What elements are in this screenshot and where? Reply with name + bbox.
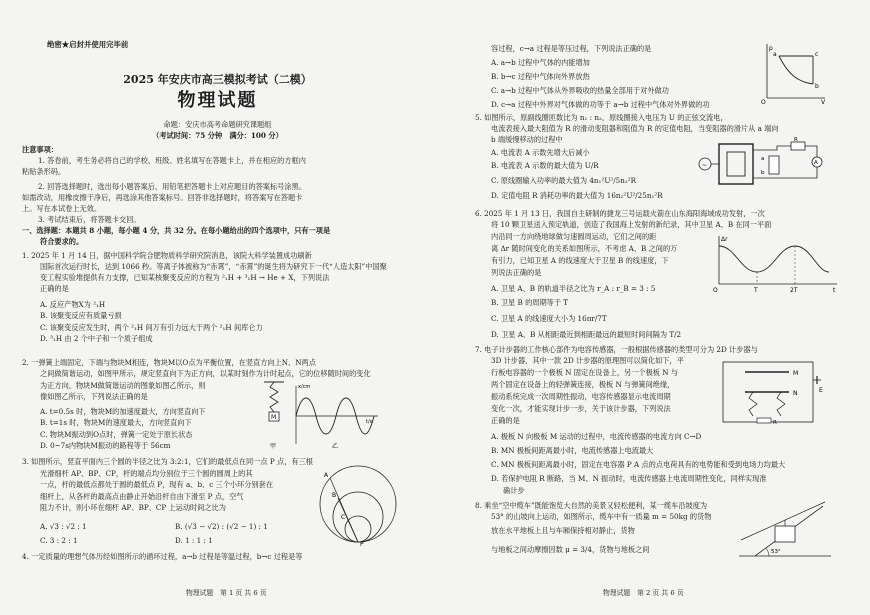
distance-time-graph [711,232,841,294]
q8-line: 放在水平地板上且与车厢保持相对静止，货物 [491,526,635,535]
q5-option-c: C. 原线圈输入功率的最大值为 4n₁²U²/5n₂²R [491,176,637,185]
pv-diagram [761,42,829,104]
q7-option-c: C. MN 极板间距离最小时，固定在电容器 P A 点的点电荷具有的电势能和受到电场力均最大 [491,460,786,469]
q8-line: 53° 的山坡向上运动，如图所示，缆车中有一质量 m = 50kg 的货物 [491,512,712,521]
q6-line: 有引力，已知卫星 A 的线速度大于卫星 B 的线速度，下 [491,256,669,265]
x-unit: t/s [366,419,373,425]
tick-2t: 2T [790,287,798,294]
q8-line: 与地板之间动摩擦因数 μ = 3/4，货物与地板之间 [491,545,650,554]
state-b-label: b [815,83,819,90]
q5-line: 电流表接入最大阻值为 R 的滑动变阻器和阻值为 R 的定值电阻，当变阻器的滑片从 a 端向 [491,124,779,133]
q6-option-a: A. 卫星 A、B 的轨道半径之比为 r_A : r_B = 3 : 5 [491,284,656,293]
section-heading-cont: 符合要求的。 [40,237,84,246]
q6-option-d: D. 卫星 A、B 从相距最近到相距最远的最短时间间隔为 T/2 [491,330,682,339]
note-line: 3. 考试结束后，将答题卡交回。 [38,215,141,224]
q4-line: 容过程，c→a 过程是等压过程，下列说法正确的是 [491,44,652,53]
resistor-r-label: R [773,420,777,424]
origin-label: O [761,99,766,104]
q6-option-b: B. 卫星 B 的周期等于 T [491,298,569,307]
three-circles-figure [318,462,398,546]
q1-option-a: A. 反应产物X为 ²₁H [40,300,106,309]
mass-label: M [271,414,277,421]
q7-line: 行板电容器的一个极板 N 固定在设备上，另一个极板 N 与 [491,368,679,377]
exam-title: 2025 年安庆市高三模拟考试（二模） [123,73,312,86]
slider-end-b: b [761,170,765,176]
y-unit: x/cm [298,384,311,390]
resistor-r-label: R [794,137,798,143]
q7-option-b: B. MN 极板间距离最小时，电流传感器上电流最大 [491,446,654,455]
q5-line: 5. 如图所示，原副线圈匝数比为 n₁ : n₂，原线圈接入电压为 U 的正弦交流电， [475,113,728,122]
q5-option-d: D. 定值电阻 R 消耗功率的最大值为 16n₂²U²/25n₁²R [491,191,663,200]
tick-t: T [754,287,758,294]
v-axis-label: V [821,99,826,104]
capacitor-pedometer-figure [717,358,827,424]
x-axis-label: t [833,287,836,294]
q7-line: 7. 电子计步器的工作核心部件为电容传感器，一般根据传感器的类型可分为 2D 计步器与 [475,345,758,354]
q7-line: 3D 计步器，其中一款 2D 计步器的原理图可以简化如下，平 [491,356,684,365]
q7-option-d-cont: 确计步 [503,486,525,495]
ac-source-symbol: ~ [702,162,708,169]
q1-option-b: B. 该聚变反应有质量亏损 [40,311,122,320]
subject-title: 物理试题 [177,90,258,111]
page-footer-left: 物理试题 第 1 页 共 6 页 [186,589,267,597]
q2-line: 像如图乙所示，下列说法正确的是 [40,392,148,401]
q5-line: b 端缓慢移动的过程中 [491,135,563,144]
note-line: 如需改动，用橡皮擦干净后，再选涂其他答案标号。回答非选择题时，将答案写在答题卡 [22,193,303,202]
q3-line: 光滑细杆 AP、BP、CP，杆的端点均分别位于三个圆的圆周上的其 [40,469,253,478]
q1-option-c: C. 该聚变反应发生时，两个 ²₁H 间万有引力远大于两个 ²₁H 间库仑力 [40,323,263,332]
q7-option-d: D. 若保护电阻 R 断路，当 M、N 振动时，电流传感器上电流周期性变化，同样实现准 [491,474,767,483]
point-c-label: C [341,514,346,521]
q2-option-c: C. 物块M振动到O点时，弹簧一定处于原长状态 [40,430,193,439]
q3-line: 一点，杆的最低点都处于圆的最低点 P，现有 a、b、c 三个小环分别套在 [40,480,274,489]
q5-option-a: A. 电流表 A 示数先增大后减小 [491,148,590,157]
q4-line: 4. 一定质量的理想气体历经如图所示的循环过程，a→b 过程是等温过程，b→c 过程是等 [22,552,303,561]
q2-line: 为正方向，物块M做简谐运动的图象如图乙所示，则 [40,381,206,390]
q7-line: 两个固定在设备上的轻弹簧连接，极板 N 与弹簧间绝缘， [491,380,675,389]
slider-end-a: a [761,156,765,162]
q1-option-d: D. ³₁H 由 2 个中子和一个质子组成 [40,334,153,343]
q3-option-c: C. 3 : 2 : 1 [40,536,78,545]
angle-label: 53° [771,549,781,555]
q2-option-a: A. t=0.5s 时，物块M的加速度最大，方向竖直向下 [40,407,206,416]
timing-line: （考试时间：75 分钟 满分：100 分） [152,131,283,140]
notes-title: 注意事项： [22,145,58,154]
state-a-label: a [773,51,777,58]
plate-n-label: N [793,390,798,397]
q4-option-a: A. a→b 过程中气体的内能增加 [491,58,590,67]
point-b-label: B [332,492,337,499]
q4-option-c: C. a→b 过程中气体从外界吸收的热量全部用于对外做功 [491,86,669,95]
q7-line: 变化一次，才能实现计步一步，关于该计步器，下列说法 [491,404,671,413]
caption-a: 甲 [270,443,277,450]
plate-m-label: M [793,370,799,377]
p-axis-label: p [769,45,773,52]
caption-b: 乙 [332,443,339,450]
origin-label: O [713,287,718,294]
q2-line: 2. 一弹簧上端固定，下端与物块M相连，物块M以O点为平衡位置，在竖直方向上N、N两点 [22,358,316,367]
spring-oscillation-figure [262,378,382,452]
q3-line: 细杆上，从各杆的最高点由静止开始沿杆自由下滑至 P 点，空气 [40,492,244,501]
q8-line: 8. 乘坐“空中缆车”既能饱览大自然的美景又轻松便利，某一缆车沿坡度为 [475,501,708,510]
note-line: 上。写在本试卷上无效。 [22,204,102,213]
cable-car-figure [735,500,835,560]
page-right [435,0,870,615]
battery-e-label: E [819,387,823,394]
state-c-label: c [815,51,819,58]
q1-line: 正确的是 [40,284,69,293]
q1-line: 国际首次运行时长，达到 1066 秒。等离子体被称为“赤霄”，“赤霄”的诞生将为研究下一代“人造太阳”中国聚 [40,262,387,271]
q3-option-b: B. (√3 − √2) : (√2 − 1) : 1 [175,522,268,531]
section-heading: 一、选择题：本题共 8 小题，每小题 4 分，共 32 分。在每小题给出的四个选项中，只有一项是 [22,226,331,235]
ammeter-label: A [814,160,818,166]
q3-line: 阻力不计，则小环在细杆 AP、BP、CP 上运动时间之比为 [40,503,226,512]
q2-option-d: D. 0~7s内物块M振动的路程等于 56cm [40,441,171,450]
q6-line: 离 Δr 随时间变化的关系如图所示，不考虑 A、B 之间的万 [491,244,678,253]
q6-option-c: C. 卫星 A 的线速度大小为 16πr/7T [491,314,607,323]
q1-line: 变工程实验堆提供有力支撑，已知某核聚变反应的方程为 ²₁H + ³₁H → He + X，下列说法 [40,273,330,282]
note-line: 粘贴条形码。 [22,167,66,176]
q2-line: 之间做简谐运动，如图甲所示，规定竖直向下为正方向，以某时刻作为计时起点，它的位移随时间的变化 [40,369,371,378]
q7-line: 振动系统完成一次周期性振动，电容传感器显示电流周期 [491,392,671,401]
q5-option-b: B. 电流表 A 示数的最大值为 U/R [491,161,599,170]
q1-line: 1. 2025 年 1 月 14 日，据中国科学院合肥物质科学研究院消息，该院大科学装置成功刷新 [22,251,312,260]
q3-option-a: A. √3 : √2 : 1 [40,522,87,531]
q6-line: 列说法正确的是 [491,268,542,277]
q7-option-a: A. 极板 N 向极板 M 运动的过程中，电流传感器的电流方向 C→D [491,432,702,441]
q6-line: 6. 2025 年 1 月 13 日，我国自主研制的捷龙三号运载火箭在山东海阳海域成功发射，一次 [475,209,765,218]
q6-line: 将 10 颗卫星送入预定轨道，创造了我国海上发射的新纪录，其中卫星 A、B 在同一平面 [491,220,772,229]
secret-mark: 绝密★启封并使用完毕前 [47,40,129,49]
point-a-label: A [324,472,329,479]
point-p-label: P [360,541,364,546]
q7-line: 正确的是 [491,416,520,425]
note-line: 2. 回答选择题时，选出每小题答案后，用铅笔把答题卡上对应题目的答案标号涂黑。 [38,182,306,191]
setter-line: 命题：安庆市高考命题研究课题组 [163,120,272,129]
q3-line: 3. 如图所示，竖直平面内三个圆的半径之比为 3:2:1，它们的最低点在同一点 P 点，有三根 [22,457,313,466]
transformer-circuit-figure [697,136,833,192]
q3-option-d: D. 1 : 1 : 1 [175,536,213,545]
page-footer-right: 物理试题 第 2 页 共 6 页 [603,589,684,597]
note-line: 1. 答卷前，考生务必将自己的学校、班级、姓名填写在答题卡上，并在相应的方框内 [38,156,306,165]
q2-option-b: B. t=1s 时，物块M的速度最大，方向竖直向下 [40,418,192,427]
q4-option-b: B. b→c 过程中气体向外界放热 [491,72,590,81]
y-axis-label: Δr [721,236,728,243]
q6-line: 内沿同一方向绕地球做匀速圆周运动，它们之间的距 [491,232,657,241]
q4-option-d: D. c→a 过程中外界对气体做的功等于 a→b 过程中气体对外界做的功 [491,100,710,109]
